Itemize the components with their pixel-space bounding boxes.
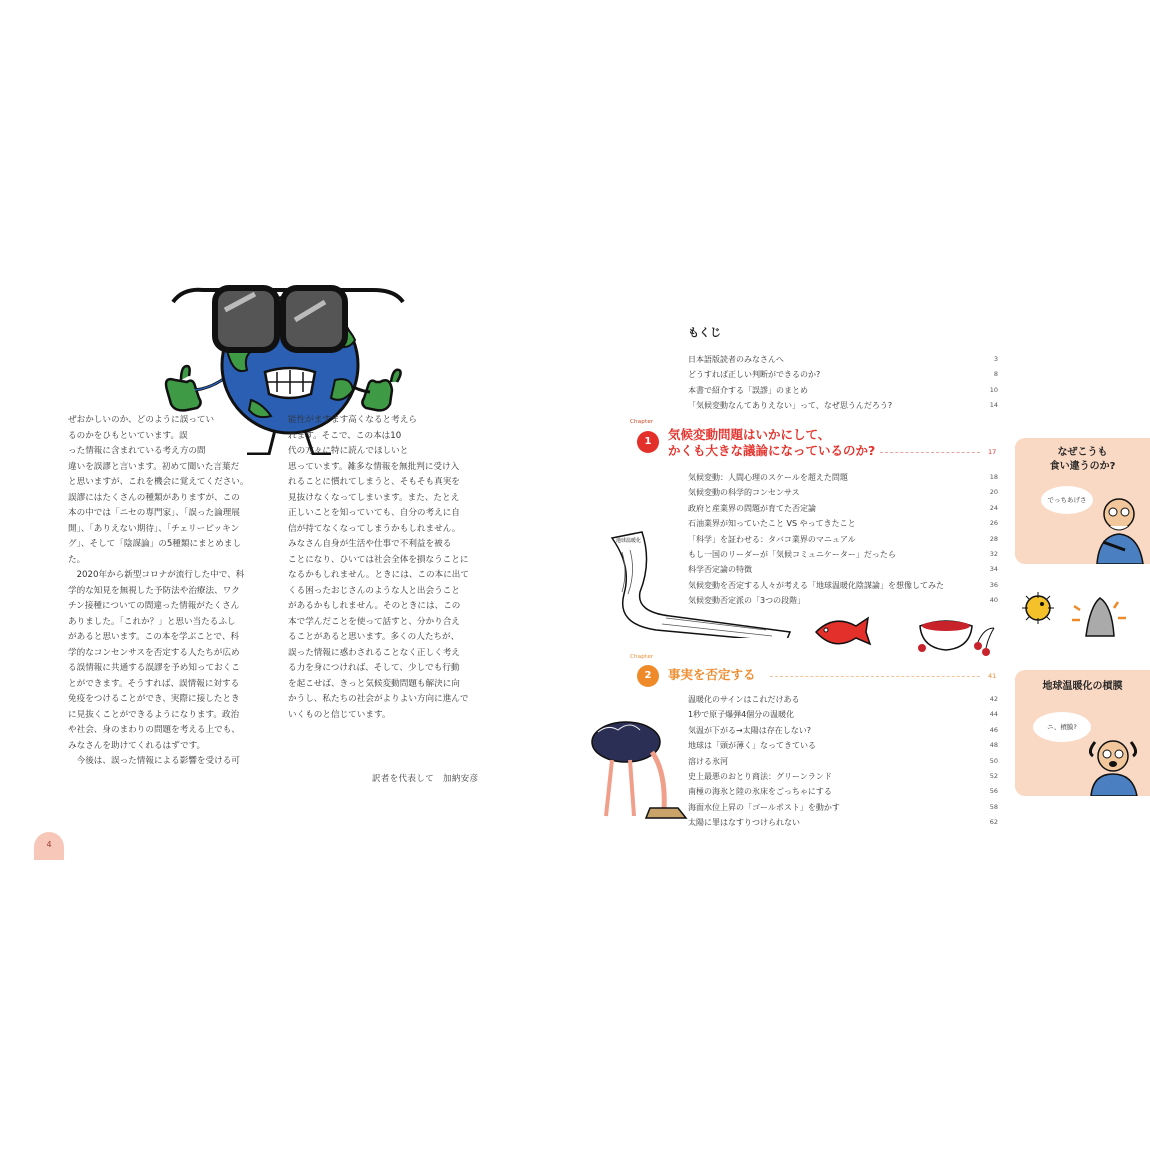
- right-thumb-icon: [362, 370, 400, 411]
- body-text-line: に見抜くことができるようになります。政治: [68, 709, 240, 720]
- toc-entry[interactable]: [688, 367, 998, 382]
- chapter-1-title: [668, 427, 875, 459]
- chapter-1-page: 17: [988, 448, 997, 456]
- toc-entry-page: 52: [989, 771, 998, 780]
- toc-entry-page: 20: [989, 488, 998, 497]
- toc-entry-page: 56: [989, 787, 998, 796]
- body-text-line: るのかをひもといています。誤: [68, 430, 188, 441]
- toc-entry[interactable]: [688, 352, 998, 367]
- toc-entry-page: 46: [989, 725, 998, 734]
- toc-entry-title: どうすれば正しい判断ができるのか?: [688, 370, 821, 380]
- body-text-line: いくものと信じています。: [288, 709, 391, 720]
- toc-entry-title: 温暖化のサインはこれだけある: [688, 695, 800, 704]
- side-box-1-title-line-1: なぜこうも: [1057, 447, 1108, 458]
- translator-signature: 訳者を代表して 加納安彦: [372, 773, 479, 783]
- toc-entry-title: もし一国のリーダーが「気候コミュニケーター」だったら: [688, 549, 896, 559]
- toc-entry[interactable]: [688, 784, 998, 799]
- body-text-line: 能性がますます高くなると考えら: [288, 415, 417, 425]
- body-text-line: グ」、そして「陰謀論」の5種類にまとめまし: [68, 539, 242, 549]
- ostrich-illustration: [586, 712, 690, 824]
- toc-entry-page: 28: [989, 534, 998, 543]
- toc-entry[interactable]: [688, 398, 998, 413]
- chapter-1-label: Chapter: [630, 419, 654, 425]
- body-text-line: ることがあると思います。多くの人たちが、: [288, 632, 460, 642]
- body-text-line: 誤った情報に惑わされることなく正しく考え: [288, 647, 460, 658]
- speech-bubble-1: でっちあげさ: [1041, 486, 1093, 514]
- paper-scroll-illustration: [602, 528, 792, 638]
- toc-entry-page: 42: [989, 695, 998, 703]
- body-text-line: 学的なコンセンサスを否定する人たちが広め: [68, 647, 240, 658]
- rock-splash-icon: [1068, 592, 1130, 642]
- toc-entry-title: 石油業界が知っていたこと VS やってきたこと: [688, 519, 856, 529]
- surprised-man-icon: [1081, 732, 1145, 796]
- sunglasses-icon: [173, 288, 403, 350]
- chapter-1-title-line-1: 気候変動問題はいかにして、: [668, 427, 831, 442]
- body-text-line: ありました。「これか？」と思い当たるふし: [68, 616, 236, 627]
- chapter-2-number: 2: [637, 665, 659, 687]
- body-text-line: とができます。そうすれば、誤情報に対する: [68, 678, 240, 689]
- toc-entry-title: 気候変動：人間心理のスケールを超えた問題: [688, 473, 848, 482]
- toc-entry[interactable]: [688, 707, 998, 722]
- toc-entry-title: 1秒で原子爆弾4個分の温暖化: [688, 710, 795, 720]
- body-text-line: くる困ったおじさんのような人と出会うこと: [288, 585, 460, 596]
- chapter-1-number: 1: [637, 431, 659, 453]
- body-text-line: る力を身につければ、そして、少しでも行動: [288, 663, 460, 673]
- body-text-line: を起こせば、きっと気候変動問題も解決に向: [288, 678, 460, 689]
- body-text-line: があると思います。この本を学ぶことで、科: [68, 632, 240, 642]
- toc-entry-title: 溶ける氷河: [688, 756, 728, 766]
- body-text-column-1: [68, 413, 278, 770]
- toc-entry-title: 政府と産業界の問題が育てた否定論: [688, 503, 816, 513]
- toc-entry[interactable]: [688, 383, 998, 398]
- body-text-line: 代の方々に特に読んでほしいと: [288, 446, 409, 456]
- chapter-2-rule: [770, 676, 980, 677]
- body-text-line: 誤謬にはたくさんの種類がありますが、この: [68, 492, 240, 503]
- chapter-1-title-line-2: かくも大きな議論になっているのか?: [668, 443, 876, 458]
- chapter-2-page: 41: [988, 672, 997, 680]
- body-text-line: と思いますが、これを機会に覚えてください。: [68, 477, 249, 487]
- toc-entry-title: 気候変動を否定する人々が考える「地球温暖化陰謀論」を想像してみた: [688, 580, 944, 590]
- side-box-1-title: [1015, 446, 1150, 474]
- toc-entry-title: 気候変動の科学的コンセンサス: [688, 488, 800, 498]
- toc-entry[interactable]: [688, 769, 998, 784]
- toc-entry[interactable]: [688, 738, 998, 753]
- body-text-line: 開」、「ありえない期待」、「チェリーピッキン: [68, 523, 240, 534]
- body-text-line: 違いを誤謬と言います。初めて聞いた言葉だ: [68, 461, 240, 472]
- chapter-2-title: 事実を否定する: [668, 667, 756, 682]
- body-text-line: 学的な知見を無視した予防法や治療法、ワク: [68, 585, 240, 596]
- red-fish-icon: [810, 612, 872, 652]
- toc-entry-title: 本書で紹介する「誤謬」のまとめ: [688, 385, 808, 395]
- toc-chapter-2-list: [688, 692, 998, 831]
- toc-entry-title: 気候変動否定派の「3つの段階」: [688, 596, 806, 606]
- toc-entry-page: 40: [989, 596, 998, 605]
- speech-bubble-2: ニ、槓膜?: [1033, 712, 1091, 742]
- body-text-line: ぜおかしいのか、どのように誤ってい: [68, 415, 215, 425]
- toc-entry-page: 48: [989, 741, 998, 750]
- toc-entry[interactable]: [688, 800, 998, 815]
- body-text-line: チン接種についての間違った情報がたくさん: [68, 601, 240, 611]
- toc-entry-page: 34: [989, 565, 998, 574]
- body-text-line: 本の中では「ニセの専門家」、「誤った論理展: [68, 508, 240, 518]
- toc-entry-page: 14: [989, 401, 998, 410]
- body-text-line: 正しいことを知っていても、自分の考えに自: [288, 508, 460, 518]
- toc-entry-page: 26: [989, 519, 998, 528]
- body-text-line: た。: [68, 554, 86, 565]
- body-text-line: があるかもしれません。そのときには、この: [288, 601, 461, 611]
- side-box-why-disagree: [1015, 438, 1150, 564]
- toc-entry[interactable]: [688, 501, 998, 516]
- toc-entry-page: 3: [993, 355, 998, 363]
- toc-entry-title: 南極の海氷と陸の氷床をごっちゃにする: [688, 787, 832, 797]
- toc-entry-page: 62: [989, 818, 998, 827]
- side-box-global-warming: [1015, 670, 1150, 796]
- body-text-line: みなさんを助けてくれるはずです。: [68, 740, 206, 751]
- toc-entry-title: 「科学」を証わせる：タバコ業界のマニュアル: [688, 534, 856, 544]
- toc-entry-title: 太陽に罪はなすりつけられない: [688, 818, 800, 828]
- toc-entry-page: 10: [989, 385, 998, 394]
- body-text-line: 本で学んだことを使って話すと、分かり合え: [288, 616, 460, 627]
- body-text-line: 信が持てなくなってしまうかもしれません。: [288, 523, 461, 534]
- toc-entry-title: 海面水位上昇の「ゴールポスト」を動かす: [688, 802, 840, 812]
- toc-entry-title: 「気候変動なんてありえない」って、なぜ思うんだろう?: [688, 401, 893, 411]
- body-text-line: 2020年から新型コロナが流行した中で、科: [76, 570, 245, 580]
- chapter-2-label: Chapter: [630, 654, 654, 660]
- body-text-line: る誤情報に共通する誤謬を予め知っておくこ: [68, 663, 240, 673]
- toc-entry-page: 24: [989, 503, 998, 512]
- page-number-tab: 4: [34, 832, 64, 860]
- toc-entry[interactable]: [688, 692, 998, 707]
- toc-entry[interactable]: [688, 815, 998, 830]
- toc-entry-page: 32: [989, 549, 998, 558]
- toc-entry-page: 36: [989, 580, 998, 589]
- toc-intro-list: [688, 352, 998, 414]
- body-text-line: みなさん自身が生活や仕事で不利益を被る: [288, 539, 452, 549]
- toc-entry[interactable]: [688, 470, 998, 485]
- body-text-line: 今後は、誤った情報による影響を受ける可: [76, 756, 240, 766]
- body-text-line: なるかもしれません。ときには、この本に出て: [288, 570, 469, 580]
- toc-entry-page: 50: [989, 756, 998, 765]
- chapter-1-rule: [880, 452, 980, 453]
- left-thumb-icon: [166, 366, 201, 410]
- scroll-label: 地球温暖化: [616, 538, 642, 544]
- side-box-2-title: 地球温暖化の槓膜: [1042, 681, 1123, 692]
- toc-entry-page: 44: [989, 710, 998, 719]
- toc-entry-title: 史上最悪のおとり商法：グリーンランド: [688, 771, 832, 781]
- body-text-line: 思っています。雑多な情報を無批判に受け入: [288, 461, 460, 472]
- toc-entry-title: 気温が下がる→太陽は存在しない?: [688, 725, 811, 735]
- old-man-icon: [1087, 492, 1147, 564]
- toc-entry-page: 18: [989, 473, 998, 481]
- toc-entry-title: 日本語版読者のみなさんへ: [688, 355, 784, 364]
- toc-title: もくじ: [688, 326, 721, 339]
- body-text-line: かうし、私たちの社会がよりよい方向に進んで: [288, 694, 469, 704]
- cherry-bowl-icon: [912, 612, 1002, 662]
- toc-entry-page: 8: [993, 370, 998, 379]
- body-text-line: れます。そこで、この本は10: [288, 430, 402, 441]
- side-box-1-title-line-2: 食い違うのか?: [1049, 461, 1116, 472]
- body-text-line: 免疫をつけることができ、実際に接したとき: [68, 694, 240, 704]
- body-text-line: 見抜けなくなってしまいます。また、たとえ: [288, 492, 460, 503]
- body-text-line: ことになり、ひいては社会全体を損なうことに: [288, 554, 469, 565]
- toc-entry[interactable]: [688, 485, 998, 500]
- body-text-column-2: [288, 413, 498, 723]
- toc-entry-page: 58: [989, 802, 998, 811]
- body-text-line: った情報に含まれている考え方の間: [68, 446, 206, 456]
- pufferfish-icon: [1018, 590, 1058, 626]
- body-text-line: れることに慣れてしまうと、そもそも真実を: [288, 477, 460, 487]
- toc-entry-title: 科学否定論の特徴: [688, 565, 752, 575]
- toc-entry[interactable]: [688, 723, 998, 738]
- body-text-line: や社会、身のまわりの問題を考える上でも、: [68, 725, 240, 735]
- toc-entry[interactable]: [688, 754, 998, 769]
- toc-entry-title: 地球は「頭が薄く」なってきている: [688, 741, 816, 751]
